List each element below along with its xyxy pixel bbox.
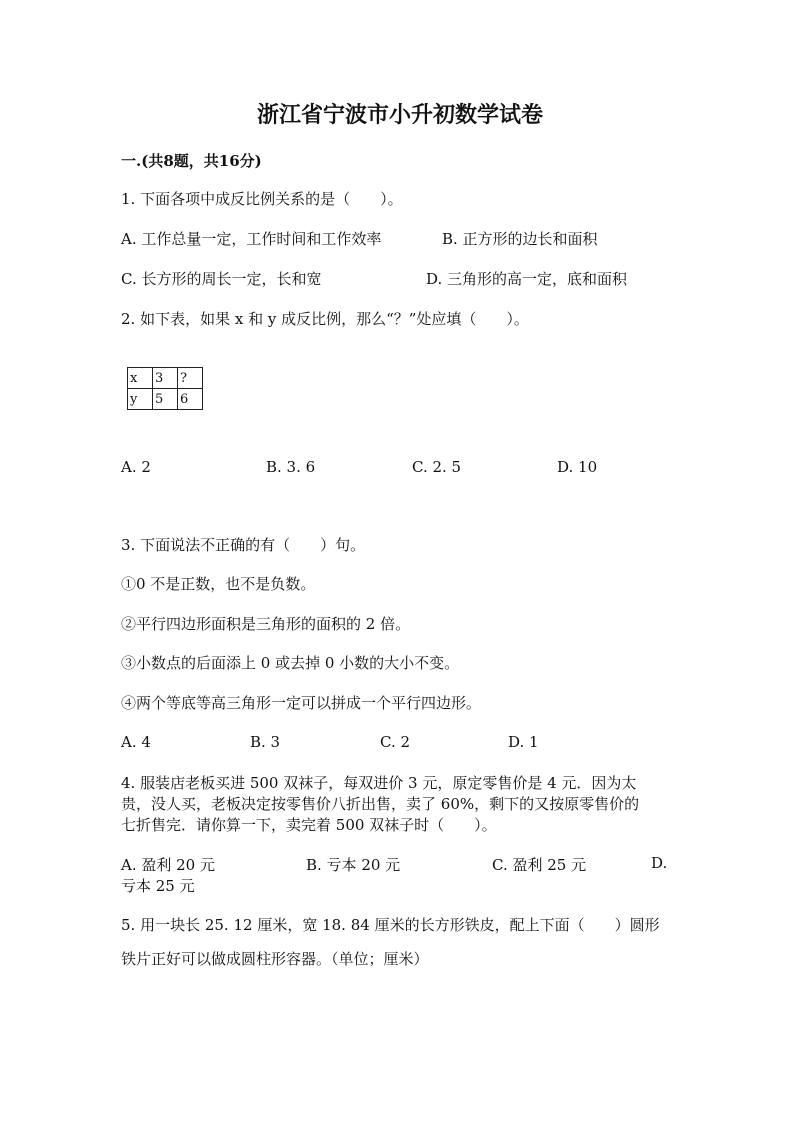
section-header: 一.(共8题，共16分) <box>121 152 262 170</box>
option-a: A. 4 <box>121 733 151 751</box>
question-stem: 2. 如下表，如果 x 和 y 成反比例，那么“？”处应填（ ）。 <box>121 310 529 328</box>
table-cell: y <box>128 389 153 410</box>
option-d-text: 亏本 25 元 <box>121 877 195 895</box>
question-stem-line: 4. 服装店老板买进 500 双袜子，每双进价 3 元，原定零售价是 4 元．因为太 <box>121 774 637 792</box>
option-c: C. 长方形的周长一定，长和宽 <box>121 270 322 288</box>
question-stem: 3. 下面说法不正确的有（ ）句。 <box>121 536 366 554</box>
question-stem-line: 5. 用一块长 25. 12 厘米，宽 18. 84 厘米的长方形铁皮，配上下面（ ）圆形 <box>121 916 660 934</box>
option-d: D. <box>651 854 668 872</box>
question-stem-line: 贵，没人买，老板决定按零售价八折出售，卖了 60%，剩下的又按原零售价的 <box>121 795 640 813</box>
option-c: C. 盈利 25 元 <box>492 856 587 874</box>
table-cell: 3 <box>153 368 178 389</box>
statement-3: ③小数点的后面添上 0 或去掉 0 小数的大小不变。 <box>121 654 460 672</box>
xy-table <box>127 367 203 410</box>
option-b: B. 3. 6 <box>266 458 316 476</box>
option-b: B. 亏本 20 元 <box>306 856 401 874</box>
option-d: D. 10 <box>557 458 598 476</box>
table-cell: ? <box>178 368 203 389</box>
table-cell: x <box>128 368 153 389</box>
option-d: D. 1 <box>508 733 539 751</box>
statement-4: ④两个等底等高三角形一定可以拼成一个平行四边形。 <box>121 694 482 712</box>
statement-1: ①0 不是正数，也不是负数。 <box>121 575 316 593</box>
table-row <box>128 368 203 389</box>
option-c: C. 2 <box>380 733 411 751</box>
option-a: A. 盈利 20 元 <box>121 856 215 874</box>
option-d: D. 三角形的高一定，底和面积 <box>426 270 628 288</box>
exam-title: 浙江省宁波市小升初数学试卷 <box>256 102 543 128</box>
table-cell: 5 <box>153 389 178 410</box>
question-stem-line: 七折售完．请你算一下，卖完着 500 双袜子时（ ）。 <box>121 816 497 834</box>
question-stem: 1. 下面各项中成反比例关系的是（ ）。 <box>121 190 403 208</box>
table-cell: 6 <box>178 389 203 410</box>
option-b: B. 正方形的边长和面积 <box>442 230 598 248</box>
statement-2: ②平行四边形面积是三角形的面积的 2 倍。 <box>121 615 411 633</box>
option-c: C. 2. 5 <box>412 458 462 476</box>
question-stem-line: 铁片正好可以做成圆柱形容器。（单位；厘米） <box>121 950 429 968</box>
table-row <box>128 389 203 410</box>
option-a: A. 工作总量一定，工作时间和工作效率 <box>121 230 382 248</box>
option-b: B. 3 <box>250 733 281 751</box>
option-a: A. 2 <box>121 458 151 476</box>
